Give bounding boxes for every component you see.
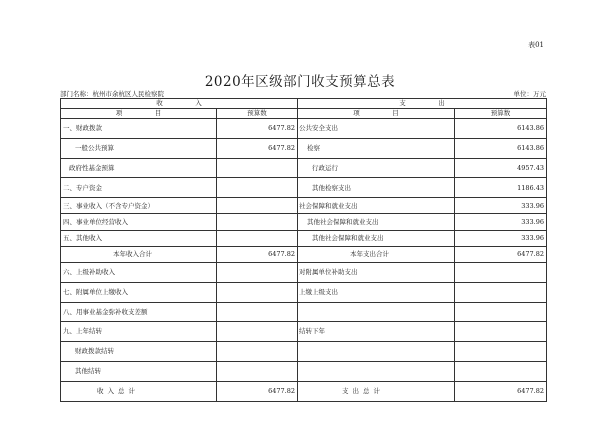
income-value: 6477.82: [217, 119, 298, 139]
income-item-header: 项 目: [61, 109, 217, 119]
table-row: [61, 302, 547, 322]
expense-label: 公共安全支出: [298, 119, 455, 139]
income-label: 二、专户资金: [61, 178, 217, 198]
income-value: 6477.82: [217, 138, 298, 158]
expense-value: 6143.86: [455, 119, 547, 139]
expense-value: 6143.86: [455, 138, 547, 158]
income-label: 五、其他收入: [61, 230, 217, 246]
expense-label: 支出总计: [298, 381, 455, 401]
income-value: [217, 302, 298, 322]
expense-label: 社会保障和就业支出: [298, 198, 455, 214]
table-row-subtotal: [61, 246, 547, 262]
income-label: 一般公共预算: [61, 138, 217, 158]
table-row: [61, 342, 547, 362]
expense-value: 6477.82: [455, 246, 547, 262]
expense-value: 4957.43: [455, 158, 547, 178]
table-row: [61, 119, 547, 139]
income-label: 其他结转: [61, 361, 217, 381]
expense-label: [298, 361, 455, 381]
income-label: 一、财政拨款: [61, 119, 217, 139]
table-row: [61, 178, 547, 198]
income-label: 九、上年结转: [61, 322, 217, 342]
income-header: 收 入: [61, 99, 298, 109]
income-label: 政府性基金预算: [61, 158, 217, 178]
income-label: 三、事业收入（不含专户资金）: [61, 198, 217, 214]
table-row-total: [61, 381, 547, 401]
table-row: [61, 262, 547, 282]
expense-label: 其他社会保障和就业支出: [298, 214, 455, 230]
expense-label: [298, 342, 455, 362]
expense-label: 本年支出合计: [298, 246, 455, 262]
income-label: 四、事业单位经营收入: [61, 214, 217, 230]
income-value: [217, 158, 298, 178]
expense-label: 其他检察支出: [298, 178, 455, 198]
unit-label: 单位：万元: [513, 90, 546, 98]
income-value: [217, 230, 298, 246]
table-row: [61, 282, 547, 302]
income-label: 八、用事业基金弥补收支差额: [61, 302, 217, 322]
table-row: [61, 138, 547, 158]
income-value: [217, 322, 298, 342]
expense-value: 333.96: [455, 230, 547, 246]
income-value: [217, 198, 298, 214]
expense-value: 333.96: [455, 214, 547, 230]
table-row: [61, 158, 547, 178]
expense-value: [455, 262, 547, 282]
table-row: [61, 230, 547, 246]
table-row: [61, 322, 547, 342]
income-value: 6477.82: [217, 381, 298, 401]
expense-value: [455, 342, 547, 362]
expense-value: [455, 361, 547, 381]
income-value: [217, 214, 298, 230]
expense-value: [455, 322, 547, 342]
expense-label: 对附属单位补助支出: [298, 262, 455, 282]
income-label: 财政拨款结转: [61, 342, 217, 362]
income-value: [217, 361, 298, 381]
expense-label: 上缴上级支出: [298, 282, 455, 302]
income-amount-header: 预算数: [217, 109, 298, 119]
table-group-header: [61, 99, 547, 109]
expense-amount-header: 预算数: [455, 109, 547, 119]
expense-value: 333.96: [455, 198, 547, 214]
expense-label: [298, 302, 455, 322]
expense-value: [455, 282, 547, 302]
table-row: [61, 198, 547, 214]
expense-value: 6477.82: [455, 381, 547, 401]
expense-header: 支 出: [298, 99, 547, 109]
income-value: [217, 342, 298, 362]
department-name: 部门名称：杭州市余杭区人民检察院: [60, 90, 164, 98]
table-number: 表01: [528, 41, 544, 49]
document-title: 2020年区级部门收支预算总表: [204, 74, 396, 90]
income-value: 6477.82: [217, 246, 298, 262]
expense-value: 1186.43: [455, 178, 547, 198]
income-label: 七、附属单位上缴收入: [61, 282, 217, 302]
expense-label: 行政运行: [298, 158, 455, 178]
expense-item-header: 项 目: [298, 109, 455, 119]
expense-label: 其他社会保障和就业支出: [298, 230, 455, 246]
income-label: 本年收入合计: [61, 246, 217, 262]
income-label: 六、上级补助收入: [61, 262, 217, 282]
income-value: [217, 282, 298, 302]
income-value: [217, 262, 298, 282]
income-label: 收入总计: [61, 381, 217, 401]
budget-table: [60, 98, 547, 402]
income-value: [217, 178, 298, 198]
expense-label: 结转下年: [298, 322, 455, 342]
table-row: [61, 361, 547, 381]
table-column-header: [61, 109, 547, 119]
table-row: [61, 214, 547, 230]
expense-value: [455, 302, 547, 322]
expense-label: 检察: [298, 138, 455, 158]
document-meta: [60, 89, 546, 98]
